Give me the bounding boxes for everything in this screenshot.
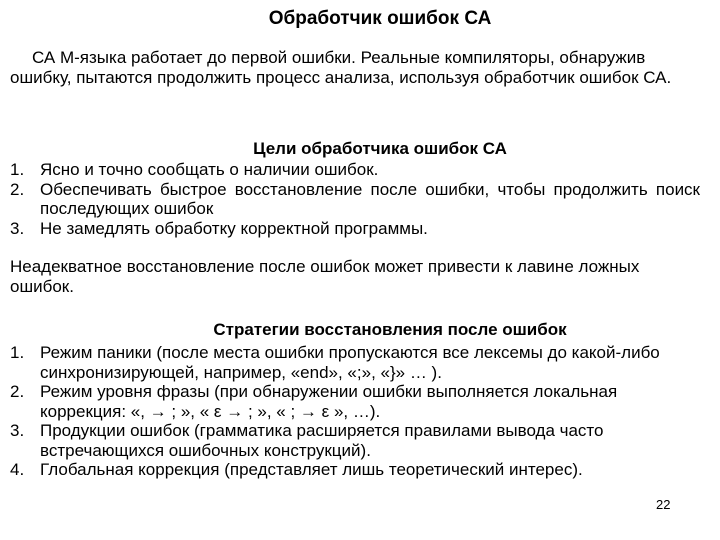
strategies-list bbox=[10, 343, 700, 480]
list-item-text: Глобальная коррекция (представляет лишь теоретический интерес). bbox=[40, 460, 583, 479]
list-item-text: Продукции ошибок (грамматика расширяется правилами вывода часто встречающихся ошибочных конструкций). bbox=[40, 421, 604, 460]
page-number: 22 bbox=[656, 497, 671, 512]
list-item bbox=[10, 460, 700, 480]
list-item-text: Не замедлять обработку корректной программы. bbox=[40, 218, 428, 238]
strategies-heading: Стратегии восстановления после ошибок bbox=[213, 320, 567, 339]
list-item-number: 3. bbox=[10, 218, 25, 238]
intro-paragraph: СА М-языка работает до первой ошибки. Реальные компиляторы, обнаружив ошибку, пытаются продолжить процесс анализа, используя обработчик ошибок СА. bbox=[10, 48, 672, 87]
warning-note: Неадекватное восстановление после ошибок может привести к лавине ложных ошибок. bbox=[10, 257, 640, 296]
list-item bbox=[10, 421, 700, 460]
list-item-number: 2. bbox=[10, 382, 25, 401]
list-item-number: 2. bbox=[10, 179, 25, 199]
list-item bbox=[10, 160, 700, 180]
list-item-text: Ясно и точно сообщать о наличии ошибок. bbox=[40, 160, 379, 179]
list-item-text: Обеспечивать быстрое восстановление после ошибки, чтобы продолжить поиск последующих ошибок bbox=[40, 179, 700, 218]
list-item-text: Режим уровня фразы (при обнаружении ошибки выполняется локальная коррекция: «, → ; », « ε → ; », « ; → ε », …). bbox=[40, 382, 618, 421]
slide-title: Обработчик ошибок СА bbox=[268, 8, 492, 29]
goals-list bbox=[10, 160, 700, 238]
list-item bbox=[10, 343, 700, 382]
list-item-text: Режим паники (после места ошибки пропускаются все лексемы до какой-либо синхронизирующей, например, «end», «;», «}» … ). bbox=[40, 343, 660, 382]
list-item-number: 1. bbox=[10, 160, 25, 179]
list-item-number: 1. bbox=[10, 343, 25, 362]
list-item-number: 3. bbox=[10, 421, 25, 440]
list-item bbox=[10, 219, 700, 239]
list-item-number: 4. bbox=[10, 460, 25, 479]
list-item bbox=[10, 180, 700, 219]
list-item bbox=[10, 382, 700, 421]
goals-heading: Цели обработчика ошибок СА bbox=[253, 139, 507, 158]
